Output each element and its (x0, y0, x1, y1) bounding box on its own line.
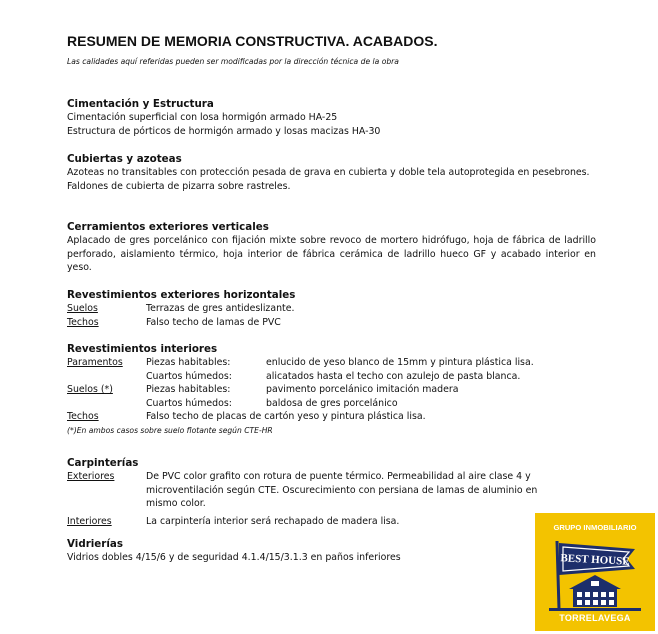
section-heading: Cubiertas y azoteas (67, 153, 182, 165)
item-sublabel: Cuartos húmedos: (146, 397, 232, 409)
section-revestimientos-interiores (67, 343, 596, 437)
section-heading: Cerramientos exteriores verticales (67, 221, 269, 233)
item-text: pavimento porcelánico imitación madera (266, 384, 459, 396)
item-label-empty (67, 370, 146, 383)
list-item (67, 470, 547, 510)
item-sublabel: Piezas habitables: (146, 384, 231, 396)
list-item (67, 383, 596, 396)
item-text: Falso techo de lamas de PVC (146, 316, 281, 328)
section-line: Cimentación superficial con losa hormigón armado HA-25 (67, 112, 338, 124)
item-text: Falso techo de placas de cartón yeso y pintura plástica lisa. (146, 411, 426, 423)
section-heading: Revestimientos interiores (67, 343, 218, 355)
section-heading: Vidrierías (67, 538, 123, 550)
company-logo (535, 513, 655, 631)
item-label-empty (67, 397, 146, 410)
item-label: Suelos (67, 303, 98, 315)
item-label: Techos (67, 316, 99, 328)
list-item (67, 410, 596, 423)
list-item (67, 370, 596, 383)
item-label: Interiores (67, 515, 112, 527)
logo-top-text: GRUPO INMOBILIARIO (553, 523, 637, 532)
section-text: Aplacado de gres porcelánico con fijación mixte sobre revoco de mortero hidrófugo, hoja de fábrica de ladrillo perforado, aislamiento térmico, hoja interior de fábrica cerámica de ladrillo hueco GF y acabado interior en yeso. (67, 235, 596, 274)
item-text: Terrazas de gres antideslizante. (146, 303, 295, 315)
section-revestimientos-exteriores (67, 289, 596, 329)
item-sublabel: Piezas habitables: (146, 357, 231, 369)
section-line: Azoteas no transitables con protección pesada de grava en cubierta y doble tela autoprotegida en pesebrones. (67, 167, 590, 179)
item-text: La carpintería interior será rechapado de madera lisa. (146, 515, 400, 527)
section-vidrierias (67, 538, 527, 565)
item-text: alicatados hasta el techo con azulejo de pasta blanca. (266, 370, 521, 382)
section-cubiertas (67, 153, 596, 193)
item-text: De PVC color grafito con rotura de puente térmico. Permeabilidad al aire clase 4 y microventilación según CTE. Oscurecimiento con persiana de lamas de aluminio en mismo color. (146, 471, 538, 510)
item-sublabel: Cuartos húmedos: (146, 370, 232, 382)
item-label: Paramentos (67, 357, 123, 369)
logo-brand-text: BEST HOUSE (560, 552, 630, 568)
list-item (67, 302, 596, 315)
footnote: (*)En ambos casos sobre suelo flotante según CTE-HR (67, 426, 273, 436)
section-carpinterias (67, 457, 547, 528)
section-line: Faldones de cubierta de pizarra sobre rastreles. (67, 180, 291, 192)
item-label: Exteriores (67, 471, 115, 483)
item-text: enlucido de yeso blanco de 15mm y pintura plástica lisa. (266, 357, 534, 369)
list-item (67, 316, 596, 329)
section-cimentacion (67, 98, 596, 138)
list-item (67, 515, 547, 528)
list-item (67, 356, 596, 369)
item-text: baldosa de gres porcelánico (266, 397, 398, 409)
section-heading: Carpinterías (67, 457, 139, 469)
section-heading: Cimentación y Estructura (67, 98, 214, 110)
item-label: Suelos (*) (67, 384, 113, 396)
page-subtitle: Las calidades aquí referidas pueden ser modificadas por la dirección técnica de la obra (67, 57, 399, 66)
section-cerramientos (67, 221, 596, 275)
page-title: RESUMEN DE MEMORIA CONSTRUCTIVA. ACABADOS. (67, 33, 438, 49)
section-line: Estructura de pórticos de hormigón armado y losas macizas HA-30 (67, 125, 381, 137)
item-label: Techos (67, 411, 99, 423)
section-text: Vidrios dobles 4/15/6 y de seguridad 4.1.4/15/3.1.3 en paños inferiores (67, 552, 401, 564)
list-item (67, 397, 596, 410)
section-heading: Revestimientos exteriores horizontales (67, 289, 296, 301)
logo-bottom-text: TORRELAVEGA (559, 613, 631, 623)
